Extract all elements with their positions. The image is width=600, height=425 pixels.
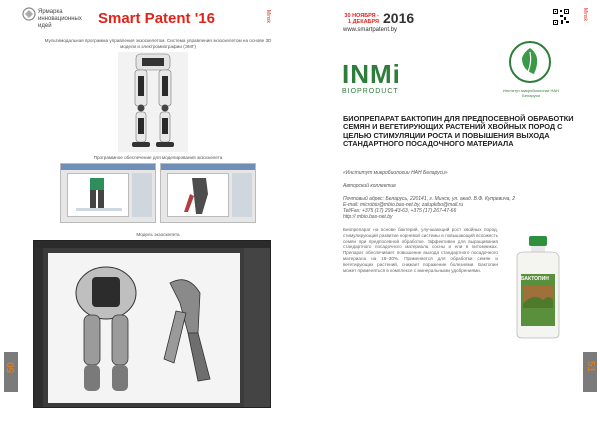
software-screenshot-2: [160, 163, 256, 223]
exoskeleton-model-drawing: [48, 253, 240, 403]
3d-model-legs-icon: [168, 174, 230, 218]
caption-middle: Программное обеспечение для моделирования экзоскелета: [93, 155, 223, 160]
institute-logo-caption: Институт микробиологии НАН Беларуси: [503, 88, 559, 98]
exoskeleton-photo: [118, 52, 188, 152]
phone-fax: Tel/Fax: +375 (17) 299-43-63, +375 (17) 267-47-66: [343, 208, 457, 214]
qr-code-icon: [552, 8, 570, 26]
bottle-label: БАКТОПИН: [521, 276, 549, 282]
website-url: www.smartpatent.by: [343, 27, 398, 33]
web-address: http:// mbio.bas-net.by: [343, 214, 393, 220]
article-body: Биопрепарат на основе бактерий, улучшающий рост хвойных пород, стимулирующий развитие корневой системы и повышающий всхожесть семян при предпосевной обработке. Эффективен для выращивания стандартного посадочного материала сосны и ели в питомниках. Препарат обеспечивает повышение выхода стандартного посадочного материала на 15–30%. Применяется для обработки семян и вегетирующих растений, снижает поражение болезнями. Бактопин может применяться в комплексе с минеральными удобрениями.: [343, 227, 498, 273]
fair-name: Ярмарка инновационных идей: [38, 9, 82, 29]
event-dates: 30 НОЯБРЯ - 1 ДЕКАБРЯ: [344, 13, 379, 25]
caption-bottom: Модель экзоскелета: [136, 232, 180, 237]
city-label: Minsk: [265, 10, 271, 24]
3d-model-figure-icon: [68, 174, 130, 218]
organization-name: «Институт микробиологии НАН Беларуси»: [343, 170, 448, 176]
software-screenshot-1: [60, 163, 156, 223]
institute-logo-icon: [508, 40, 552, 84]
fair-logo-icon: [22, 7, 36, 21]
event-year: 2016: [383, 10, 415, 26]
page-number-left: [4, 352, 18, 392]
authors: Авторский коллектив: [343, 183, 396, 189]
caption-top: Мультимодальная программа управления экзоскелетом. Система управления экзоскелетом на основе 3D модели и электромиографии (ЭМГ): [44, 38, 272, 49]
city-label-right: Minsk: [582, 8, 588, 22]
email: E-mail: microbio@mbio.bas-net.by, zalupkibo@mail.ru: [343, 202, 464, 208]
header-title: Smart Patent '16: [98, 10, 215, 27]
graphics-editor-screenshot: [33, 240, 271, 408]
inmi-logo-subtext: BIOPRODUCT: [342, 88, 399, 95]
postal-address: Почтовый адрес: Беларусь, 220141, г. Минск, ул. акад. В.Ф. Купревича, 2: [343, 196, 515, 202]
inmi-logo: [342, 60, 422, 104]
page-number-right: [583, 352, 597, 392]
inmi-logo-text: INMi: [342, 59, 401, 89]
product-bottle-image: [503, 234, 573, 339]
right-page: [300, 0, 600, 425]
contact-block: [343, 196, 578, 220]
page-number-right-text: 51: [585, 361, 596, 373]
article-title: БИОПРЕПАРАТ БАКТОПИН ДЛЯ ПРЕДПОСЕВНОЙ ОБРАБОТКИ СЕМЯН И ВЕГЕТИРУЮЩИХ РАСТЕНИЙ ХВОЙНЫХ ПОРОД С ЦЕЛЬЮ СТИМУЛЯЦИИ РОСТА И ПОВЫШЕНИЯ ВЫХОДА СТАНДАРТНОГО ПОСАДОЧНОГО МАТЕРИАЛА: [343, 114, 574, 149]
page-number-left-text: 50: [6, 362, 17, 374]
